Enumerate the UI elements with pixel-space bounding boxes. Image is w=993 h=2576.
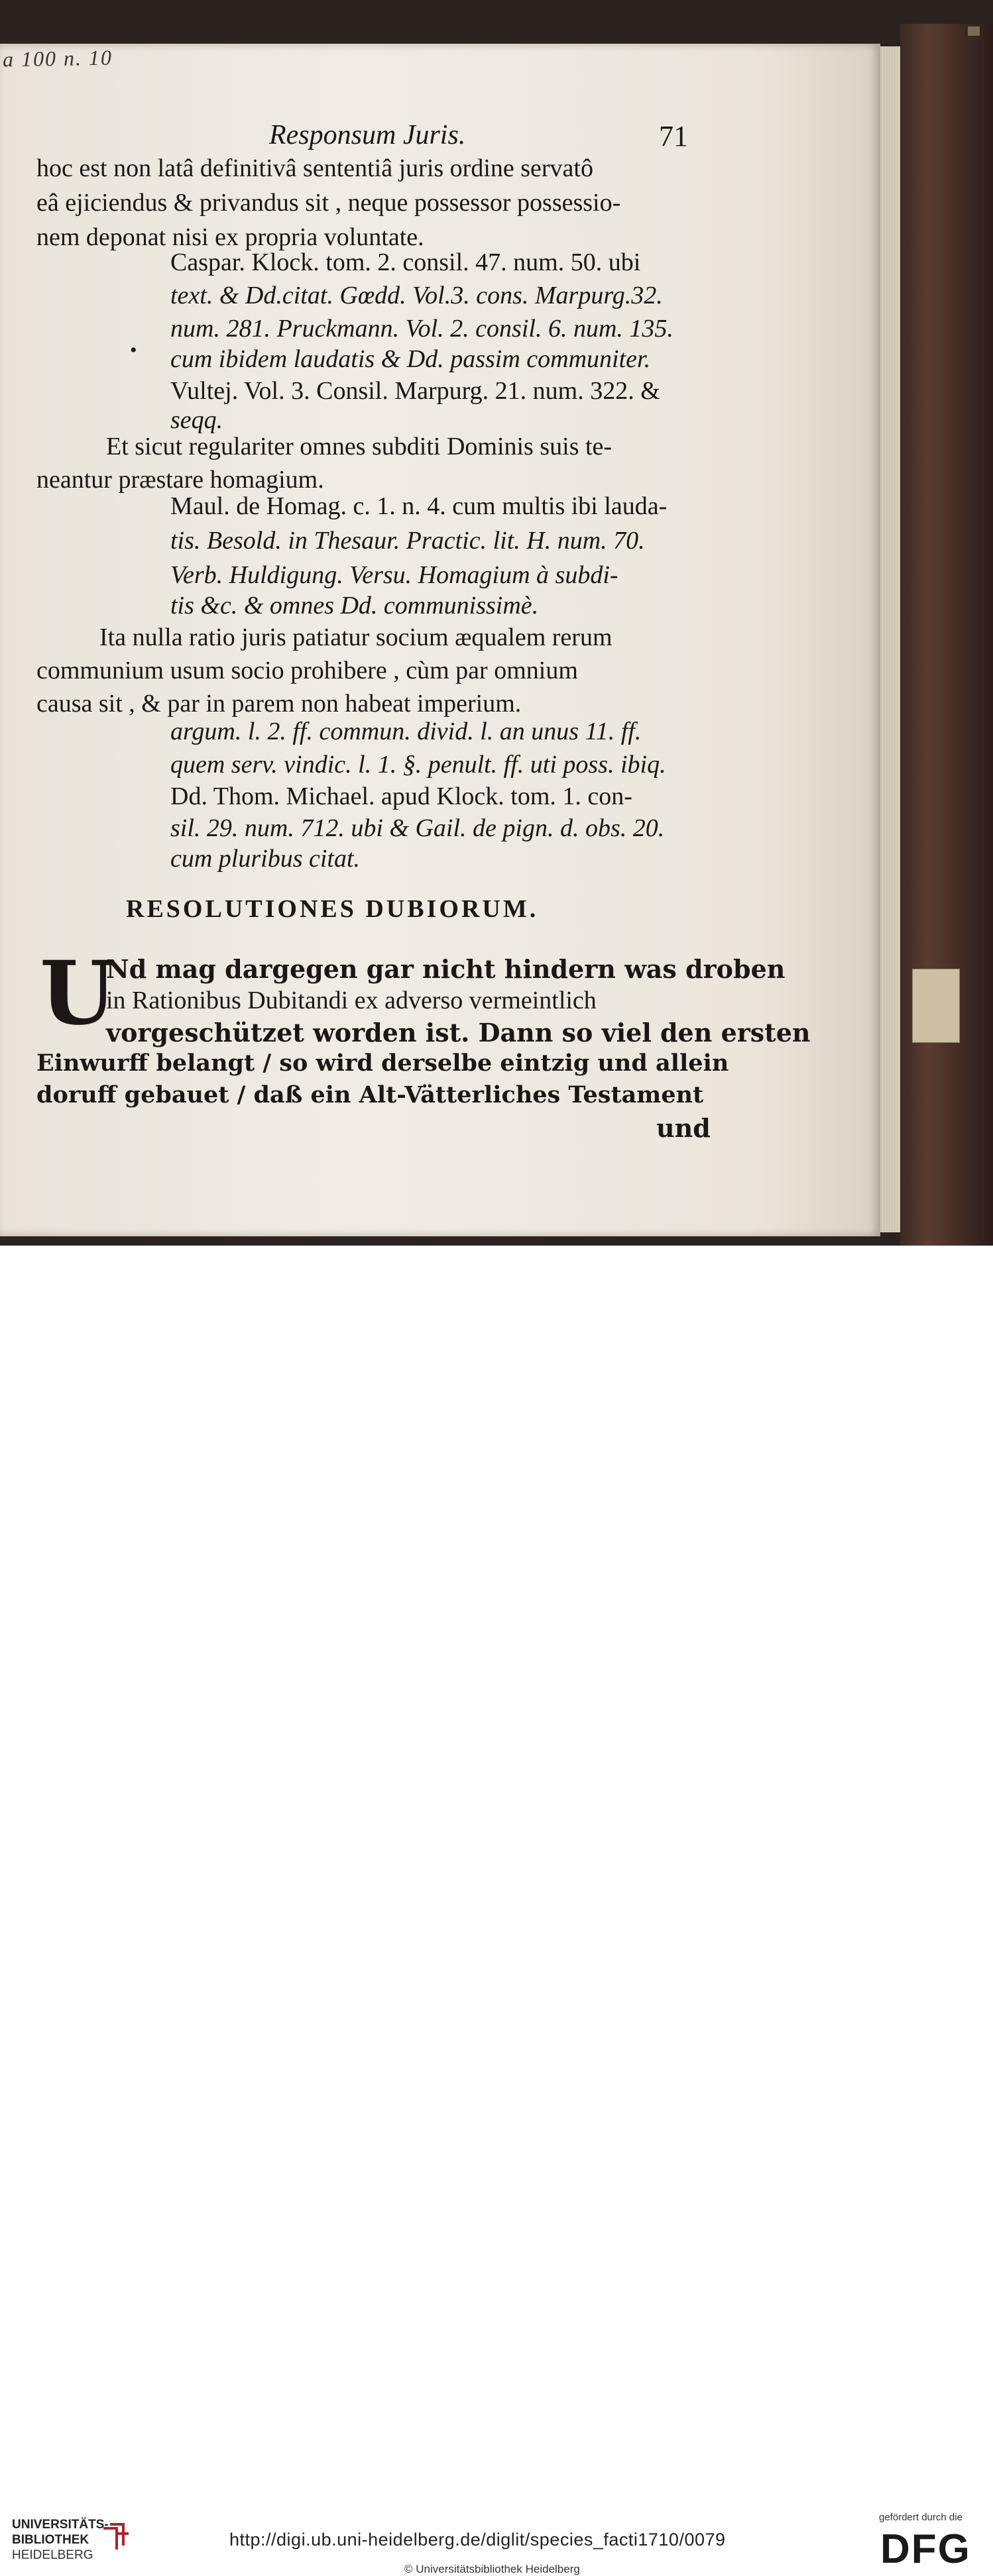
funding-note: gefördert durch die (879, 2512, 963, 2523)
citation-line: cum pluribus citat. (170, 845, 361, 873)
text-line: causa sit , & par in parem non habeat imperium. (36, 690, 522, 718)
fraktur-line: doruff gebauet / daß ein Alt-Vätterliches Testament (36, 1081, 704, 1108)
citation-line: text. & Dd.citat. Gœdd. Vol.3. cons. Marpurg.32. (170, 282, 663, 309)
citation-line: num. 281. Pruckmann. Vol. 2. consil. 6. num. 135. (170, 315, 673, 343)
citation-line: sil. 29. num. 712. ubi & Gail. de pign. d. obs. 20. (170, 814, 665, 842)
text-line: neantur præstare homagium. (36, 466, 324, 494)
scanned-page-image (0, 0, 993, 1246)
fraktur-line: Nd mag dargegen gar nicht hindern was droben (106, 954, 786, 984)
citation-line: argum. l. 2. ff. commun. divid. l. an unus 11. ff. (170, 718, 642, 745)
catchword: und (656, 1113, 711, 1143)
citation-line: Caspar. Klock. tom. 2. consil. 47. num. 50. ubi (170, 248, 641, 276)
decorated-initial: U (40, 942, 117, 1045)
fraktur-line: vorgeschützet worden ist. Dann so viel den ersten (106, 1018, 811, 1047)
dfg-logo: DFG (880, 2526, 971, 2572)
viewer-footer (0, 1246, 993, 2575)
shelfmark: a 100 n. 10 (2, 45, 113, 72)
citation-line: quem serv. vindic. l. 1. §. penult. ff. uti poss. ibiq. (170, 751, 666, 778)
citation-line: Dd. Thom. Michael. apud Klock. tom. 1. con- (170, 782, 632, 810)
running-title: Responsum Juris. (269, 120, 466, 150)
citation-line: Verb. Huldigung. Versu. Homagium à subdi- (170, 561, 618, 589)
text-line: Ita nulla ratio juris patiatur socium æqualem rerum (99, 623, 613, 651)
paper-tab (912, 969, 960, 1043)
bullet-mark: • (130, 339, 137, 361)
page-number: 71 (659, 120, 688, 152)
citation-line: tis. Besold. in Thesaur. Practic. lit. H. num. 70. (170, 527, 645, 555)
text-line: eâ ejiciendus & privandus sit , neque possessor possessio- (36, 189, 621, 217)
library-name-line3: HEIDELBERG (12, 2548, 93, 2562)
permalink-url[interactable]: http://digi.ub.uni-heidelberg.de/diglit/species_facti1710/0079 (229, 2530, 726, 2549)
text-line: nem deponat nisi ex propria voluntate. (36, 223, 424, 251)
library-name-line1: UNIVERSITÄTS- (12, 2518, 109, 2532)
citation-line: Vultej. Vol. 3. Consil. Marpurg. 21. num. 322. & (170, 377, 660, 405)
citation-line: cum ibidem laudatis & Dd. passim communiter. (170, 345, 651, 373)
library-logo-icon (101, 2523, 130, 2552)
library-name-line2: BIBLIOTHEK (12, 2533, 89, 2547)
text-line: communium usum socio prohibere , cùm par omnium (36, 657, 578, 684)
fraktur-line: in Rationibus Dubitandi ex adverso vermeintlich (106, 987, 597, 1014)
cover-corner (968, 27, 980, 36)
fraktur-line: Einwurff belangt / so wird derselbe eintzig und allein (36, 1049, 729, 1077)
copyright-notice: © Universitätsbibliothek Heidelberg (404, 2563, 580, 2575)
section-heading: RESOLUTIONES DUBIORUM. (126, 895, 539, 923)
text-line: hoc est non latâ definitivâ sententiâ juris ordine servatô (36, 154, 593, 182)
page-edges (880, 46, 900, 1232)
book-cover (900, 24, 993, 1246)
citation-line: tis &c. & omnes Dd. communissimè. (170, 592, 539, 619)
text-line: Et sicut regulariter omnes subditi Dominis suis te- (106, 433, 613, 460)
citation-line: seqq. (170, 406, 223, 434)
citation-line: Maul. de Homag. c. 1. n. 4. cum multis ibi lauda- (170, 492, 668, 520)
